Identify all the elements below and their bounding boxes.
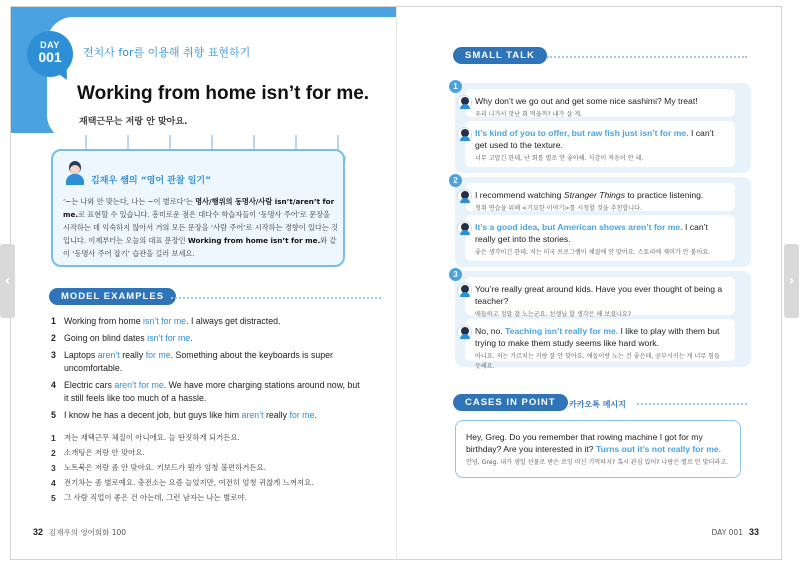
dialog-number: 3: [449, 268, 462, 281]
text-segment: I can’t really get into the stories.: [475, 222, 708, 244]
translation-item: [51, 447, 371, 459]
example-item: [51, 379, 361, 405]
translation-number: 5: [51, 493, 56, 503]
chevron-right-icon: ›: [788, 273, 795, 289]
case-translation: 안녕, Greg. 내가 생일 선물로 받은 로잉 머신 기억하지? 혹시 관심 있어? 나랑은 별로 안 맞더라고.: [466, 459, 729, 466]
text-segment: Laptops: [64, 350, 98, 360]
speech-bubble: [465, 89, 735, 117]
cases-in-point-heading: CASES IN POINT: [453, 394, 568, 411]
tip-segment: 로 표현할 수 있습니다. 흥미로운 점은 대다수 학습자들이 ‘동명사 주어’로 문장을 시작하는 데 익숙하지 않아서 거의 모든 문장을 ‘사람 주어’로 시작하는 경향이 있다는 것입니다. 이제부터는 오늘의 대표 문장인: [63, 210, 338, 245]
lesson-subtitle: 전치사 for를 이용해 취향 표현하기: [83, 46, 251, 59]
speech-bubble: [465, 277, 735, 318]
example-number: 5: [51, 410, 56, 420]
model-examples-list: [51, 315, 361, 426]
translation-text: 노트북은 저랑 좀 안 맞아요. 키보드가 뭔가 엄청 불편하거든요.: [64, 463, 266, 472]
kakaotalk-message: [455, 420, 741, 478]
divider: [637, 403, 747, 405]
text-segment: Stranger Things: [563, 190, 625, 200]
day-number: 001: [38, 49, 62, 65]
dialog-translation: 아니요. 저는 가르치는 거랑 잘 안 맞아요. 애들이랑 노는 건 좋은데, 공부시키는 게 너무 힘들 듯해요.: [475, 353, 720, 370]
dialog-english: [475, 283, 727, 307]
dialog-english: [475, 325, 727, 349]
example-item: [51, 409, 361, 422]
dialog-translation: 우리 나가서 맛난 회 먹을까? 내가 살 게.: [475, 111, 583, 118]
case-english: [466, 431, 730, 455]
example-number: 2: [51, 333, 56, 343]
translation-text: 그 사람 직업이 좋은 건 아는데, 그런 남자는 나는 별로야.: [64, 493, 247, 502]
day-badge: [27, 31, 73, 77]
translation-text: 전기차는 좀 별로예요. 충전소는 요즘 늘었지만, 여전히 엄청 귀찮게 느껴져요.: [64, 478, 314, 487]
divider: [171, 297, 381, 299]
text-segment: I like to play with them but trying to make them study seems like hard work.: [475, 326, 720, 348]
cases-in-point-subtitle: 카카오톡 메시지: [569, 400, 626, 409]
highlighted-phrase: aren’t: [241, 410, 264, 420]
dialog-translation: 애들하고 정말 잘 노는군요. 선생님 할 생각은 해 보셨나요?: [475, 311, 632, 318]
day-marker: DAY 001: [711, 528, 743, 537]
page-title-translation: 재택근무는 저랑 안 맞아요.: [79, 117, 188, 127]
dialog-number: 2: [449, 174, 462, 187]
chevron-left-icon: ‹: [4, 273, 11, 289]
example-number: 1: [51, 316, 56, 326]
translation-number: 1: [51, 433, 56, 443]
dialog-number: 1: [449, 80, 462, 93]
text-segment: Hey, Greg. Do you remember that rowing machine I got for my birthday? Are you interested in it?: [466, 432, 703, 454]
speaker-avatar-icon: [457, 189, 472, 204]
text-segment: No, no.: [475, 326, 506, 336]
translation-number: 3: [51, 463, 56, 473]
emphasis-text: Working from home isn’t for me.: [187, 236, 321, 245]
highlighted-phrase: isn’t for me: [147, 333, 191, 343]
speaker-avatar-icon: [457, 127, 472, 142]
text-segment: You’re really great around kids. Have you ever thought of being a teacher?: [475, 284, 723, 306]
example-item: [51, 332, 361, 345]
translation-number: 4: [51, 478, 56, 488]
translation-item: [51, 477, 371, 489]
text-segment: I know he has a decent job, but guys like him: [64, 410, 242, 420]
text-segment: I recommend watching: [475, 190, 564, 200]
speech-bubble: [465, 183, 735, 211]
small-talk-heading: SMALL TALK: [453, 47, 547, 64]
translation-item: [51, 462, 371, 474]
left-page: [10, 6, 396, 560]
speech-bubble: [465, 215, 735, 261]
tip-segment: 와 같이 ‘동명사 주어 잡기’ 습관을 길러 보세요.: [63, 236, 337, 258]
text-segment: .: [190, 333, 193, 343]
highlighted-phrase: It’s kind of you to offer, but raw fish just isn’t for me.: [475, 128, 689, 138]
translation-item: [51, 432, 371, 444]
text-segment: I can’t get used to the texture.: [475, 128, 714, 150]
example-number: 4: [51, 380, 56, 390]
speaker-avatar-icon: [457, 325, 472, 340]
text-segment: Going on blind dates: [64, 333, 148, 343]
example-number: 3: [51, 350, 56, 360]
teacher-avatar-icon: [65, 161, 85, 185]
tip-segment: ‘~는 나와 안 맞는다, 나는 ~이 별로다’는: [63, 197, 196, 206]
footer-right: [712, 527, 760, 537]
text-segment: Working from home: [64, 316, 144, 326]
tip-text: [63, 195, 339, 260]
highlighted-phrase: for me: [289, 410, 315, 420]
tip-box: [51, 149, 345, 267]
footer-left: [33, 527, 126, 538]
text-segment: really: [263, 410, 290, 420]
translation-text: 소개팅은 저랑 안 맞아요.: [64, 448, 145, 457]
tip-title: 김재우 쌤의 “영어 관찰 일기”: [91, 176, 211, 186]
highlighted-phrase: Turns out it’s not really for me.: [595, 444, 722, 454]
translations-list: [51, 432, 371, 507]
text-segment: .: [314, 410, 317, 420]
book-title: 김재우의 영어회화 100: [49, 528, 127, 537]
translation-item: [51, 492, 371, 504]
page-title: Working from home isn’t for me.: [77, 83, 370, 104]
page-number: 32: [33, 527, 44, 537]
text-segment: . Something about the keyboards is super uncomfortable.: [64, 350, 333, 373]
dialog-english: [475, 127, 727, 151]
text-segment: Electric cars: [64, 380, 115, 390]
example-item: [51, 315, 361, 328]
next-page-button[interactable]: [784, 244, 799, 318]
text-segment: to practice listening.: [625, 190, 704, 200]
highlighted-phrase: for me: [145, 350, 171, 360]
speaker-avatar-icon: [457, 221, 472, 236]
dialog-english: [475, 189, 727, 201]
page-number: 33: [748, 527, 759, 537]
dialog-translation: 너무 고맙긴 한데, 난 회를 별로 안 좋아해. 식감이 적응이 안 돼.: [475, 155, 644, 162]
right-page: [396, 6, 782, 560]
speech-bubble: [465, 121, 735, 167]
translation-text: 저는 재택근무 체질이 아니에요. 늘 딴짓하게 되거든요.: [64, 433, 240, 442]
highlighted-phrase: aren’t: [97, 350, 120, 360]
dialog-translation: 청취 연습을 위해 <기묘한 이야기>를 시청할 것을 추천합니다.: [475, 205, 642, 212]
text-segment: . We have more charging stations around now, but it still feels like too much of a hassle.: [64, 380, 360, 403]
speaker-avatar-icon: [457, 95, 472, 110]
highlighted-phrase: aren’t for me: [114, 380, 164, 390]
dialog-english: [475, 95, 727, 107]
model-examples-heading: MODEL EXAMPLES: [49, 288, 176, 305]
speech-bubble: [465, 319, 735, 370]
highlighted-phrase: It’s a good idea, but American shows aren’t for me.: [475, 222, 683, 232]
day-label: DAY: [40, 40, 60, 50]
highlighted-phrase: isn’t for me: [143, 316, 187, 326]
translation-number: 2: [51, 448, 56, 458]
divider: [547, 56, 747, 58]
text-segment: Why don’t we go out and get some nice sashimi? My treat!: [475, 96, 698, 106]
dialog-translation: 좋은 생각이긴 한데, 저는 미국 프로그램이 체질에 안 맞아요. 스토리에 재미가 안 붙어요.: [475, 249, 711, 256]
emphasis-text: 명사/행위의 동명사/사람 isn’t/aren’t for me.: [63, 197, 335, 219]
example-item: [51, 349, 361, 375]
speaker-avatar-icon: [457, 283, 472, 298]
text-segment: really: [119, 350, 146, 360]
text-segment: . I always get distracted.: [186, 316, 281, 326]
previous-page-button[interactable]: [0, 244, 15, 318]
dialog-english: [475, 221, 727, 245]
highlighted-phrase: Teaching isn’t really for me.: [505, 326, 619, 336]
